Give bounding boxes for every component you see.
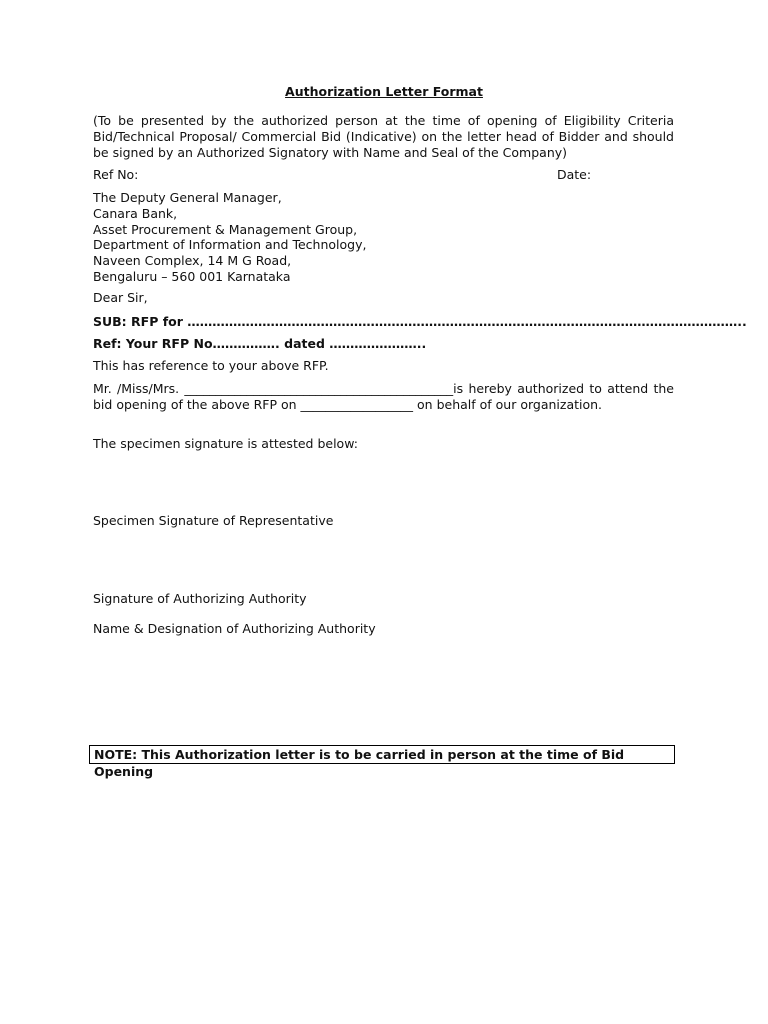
date-label: Date: <box>557 167 592 182</box>
authorizing-signature-label: Signature of Authorizing Authority <box>93 591 307 606</box>
addressee-line: The Deputy General Manager, <box>93 190 282 205</box>
reference-line: Ref: Your RFP No……………. dated ………………….. <box>93 336 427 351</box>
document-title: Authorization Letter Format <box>285 84 483 99</box>
subject-line: SUB: RFP for …………………………………………………………………………………………………………………….. <box>93 314 747 329</box>
addressee-line: Bengaluru – 560 001 Karnataka <box>93 268 291 284</box>
intro-instructions: (To be presented by the authorized person at the time of opening of Eligibility Criteria Bid/Technical Proposal/ Commercial Bid (Indicative) on the letter head of Bidder and should be signed by an Authorized Signatory with Name and Seal of the Company) <box>93 113 674 160</box>
addressee-block <box>93 190 366 285</box>
addressee-line: Asset Procurement & Management Group, <box>93 221 358 237</box>
addressee-line: Naveen Complex, 14 M G Road, <box>93 253 292 269</box>
salutation: Dear Sir, <box>93 290 148 305</box>
reference-statement: This has reference to your above RFP. <box>93 358 329 373</box>
specimen-intro: The specimen signature is attested below: <box>93 436 358 451</box>
authorizing-name-label: Name & Designation of Authorizing Authority <box>93 621 376 636</box>
authorization-paragraph: Mr. /Miss/Mrs. ___________________________________________is hereby authorized to attend the bid opening of the above RFP on __________________ on behalf of our organization. <box>93 381 674 412</box>
note-box <box>89 745 675 779</box>
ref-no-label: Ref No: <box>93 167 139 182</box>
specimen-signature-label: Specimen Signature of Representative <box>93 513 334 528</box>
addressee-line: Canara Bank, <box>93 205 178 221</box>
note-text: NOTE: This Authorization letter is to be carried in person at the time of Bid Opening <box>94 747 625 779</box>
addressee-line: Department of Information and Technology, <box>93 237 367 253</box>
